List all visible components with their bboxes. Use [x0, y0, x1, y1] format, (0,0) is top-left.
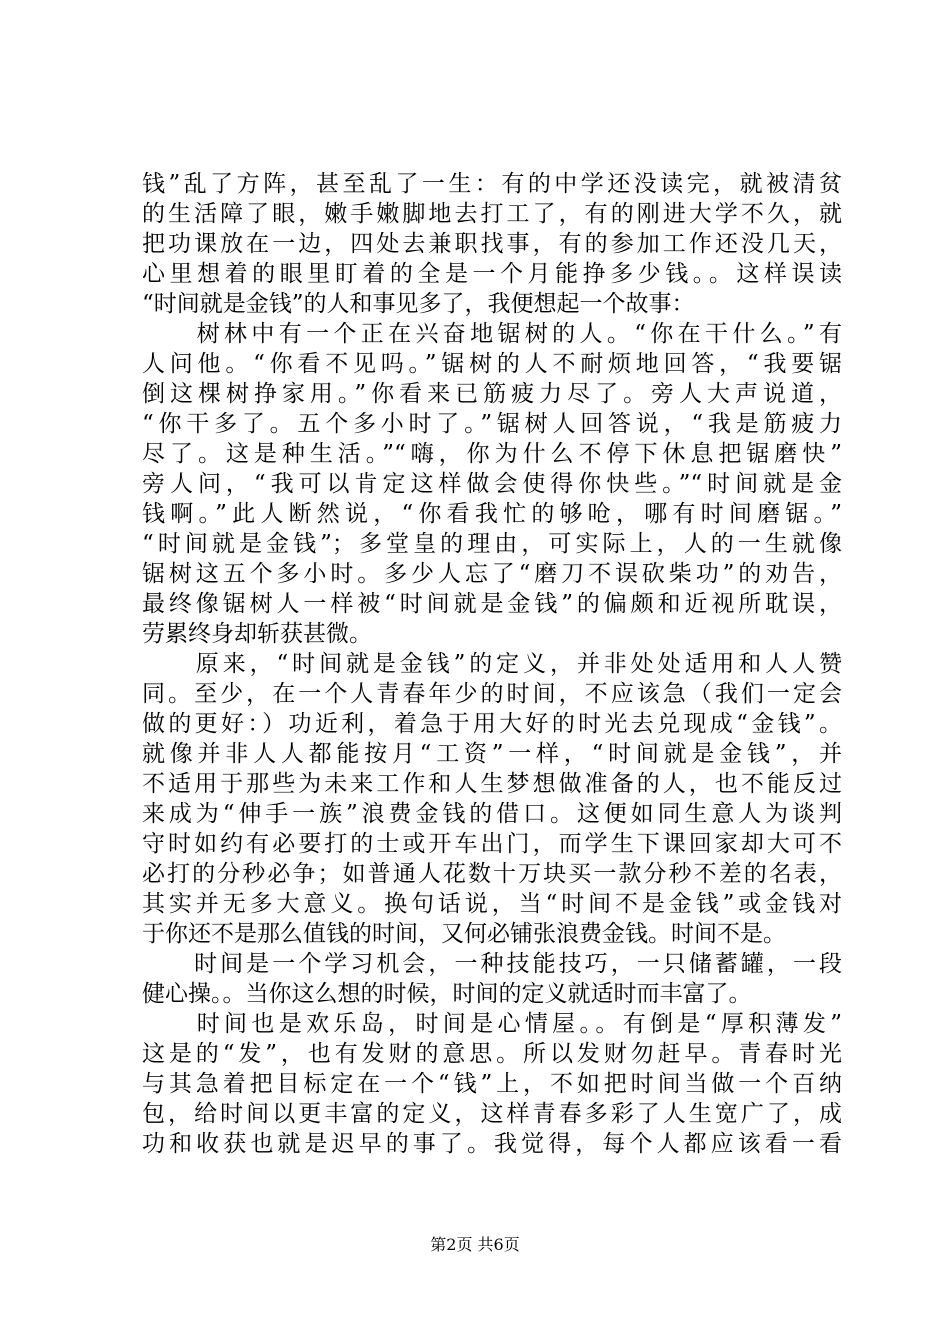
text-line: 守时如约有必要打的士或开车出门，而学生下课回家却大可不 — [142, 831, 842, 857]
text-line: 尽了。这是种生活。”“嗨，你为什么不停下休息把锯磨快” — [142, 441, 842, 467]
text-line: 其实并无多大意义。换句话说，当“时间不是金钱”或金钱对 — [142, 891, 842, 917]
text-line: 同。至少，在一个人青春年少的时间，不应该急（我们一定会 — [142, 681, 842, 707]
body-text — [142, 169, 842, 1159]
text-line: 必打的分秒必争；如普通人花数十万块买一款分秒不差的名表， — [142, 861, 842, 887]
text-line: 旁人问，“我可以肯定这样做会使得你快些。”“时间就是金 — [142, 471, 842, 497]
text-line: 来成为“伸手一族”浪费金钱的借口。这便如同生意人为谈判 — [142, 801, 842, 827]
text-line: 不适用于那些为未来工作和人生梦想做准备的人，也不能反过 — [142, 771, 842, 797]
text-line: 倒这棵树挣家用。”你看来已筋疲力尽了。旁人大声说道， — [142, 381, 842, 407]
page-footer: 第2页 共6页 — [430, 1235, 520, 1254]
text-line: 就像并非人人都能按月“工资”一样，“时间就是金钱”，并 — [142, 741, 842, 767]
text-line: 原来，“时间就是金钱”的定义，并非处处适用和人人赞 — [142, 651, 842, 677]
text-line: 的生活障了眼，嫩手嫩脚地去打工了，有的刚进大学不久，就 — [142, 201, 842, 227]
text-line: “你干多了。五个多小时了。”锯树人回答说，“我是筋疲力 — [142, 411, 842, 437]
text-line: 心里想着的眼里盯着的全是一个月能挣多少钱。。这样误读 — [142, 261, 842, 287]
text-line: 与其急着把目标定在一个“钱”上，不如把时间当做一个百纳 — [142, 1071, 842, 1097]
text-line: 钱啊。”此人断然说，“你看我忙的够呛，哪有时间磨锯。” — [142, 501, 842, 527]
text-line: 功和收获也就是迟早的事了。我觉得，每个人都应该看一看 — [142, 1131, 842, 1157]
text-line: 最终像锯树人一样被“时间就是金钱”的偏颇和近视所耽误， — [142, 591, 842, 617]
text-line: 锯树这五个多小时。多少人忘了“磨刀不误砍柴功”的劝告， — [142, 561, 842, 587]
text-line: 做的更好：）功近利，着急于用大好的时光去兑现成“金钱”。 — [142, 711, 842, 737]
text-line: 人问他。“你看不见吗。”锯树的人不耐烦地回答，“我要锯 — [142, 351, 842, 377]
text-line: “时间就是金钱”；多堂皇的理由，可实际上，人的一生就像 — [142, 531, 842, 557]
text-line: 钱”乱了方阵，甚至乱了一生：有的中学还没读完，就被清贫 — [142, 171, 842, 197]
text-line: 包，给时间以更丰富的定义，这样青春多彩了人生宽广了，成 — [142, 1101, 842, 1127]
text-line: “时间就是金钱”的人和事见多了，我便想起一个故事： — [142, 291, 695, 317]
text-line: 劳累终身却斩获甚微。 — [142, 621, 372, 647]
text-line: 把功课放在一边，四处去兼职找事，有的参加工作还没几天， — [142, 231, 842, 257]
text-line: 时间也是欢乐岛，时间是心情屋。。有倒是“厚积薄发” — [142, 1011, 842, 1037]
text-line: 于你还不是那么值钱的时间，又何必铺张浪费金钱。时间不是。 — [142, 921, 786, 947]
text-line: 健心操。。当你这么想的时候，时间的定义就适时而丰富了。 — [142, 981, 752, 1007]
text-line: 树林中有一个正在兴奋地锯树的人。“你在干什么。”有 — [142, 321, 842, 347]
text-line: 时间是一个学习机会，一种技能技巧，一只储蓄罐，一段 — [142, 951, 842, 977]
text-line: 这是的“发”，也有发财的意思。所以发财勿赶早。青春时光 — [142, 1041, 842, 1067]
